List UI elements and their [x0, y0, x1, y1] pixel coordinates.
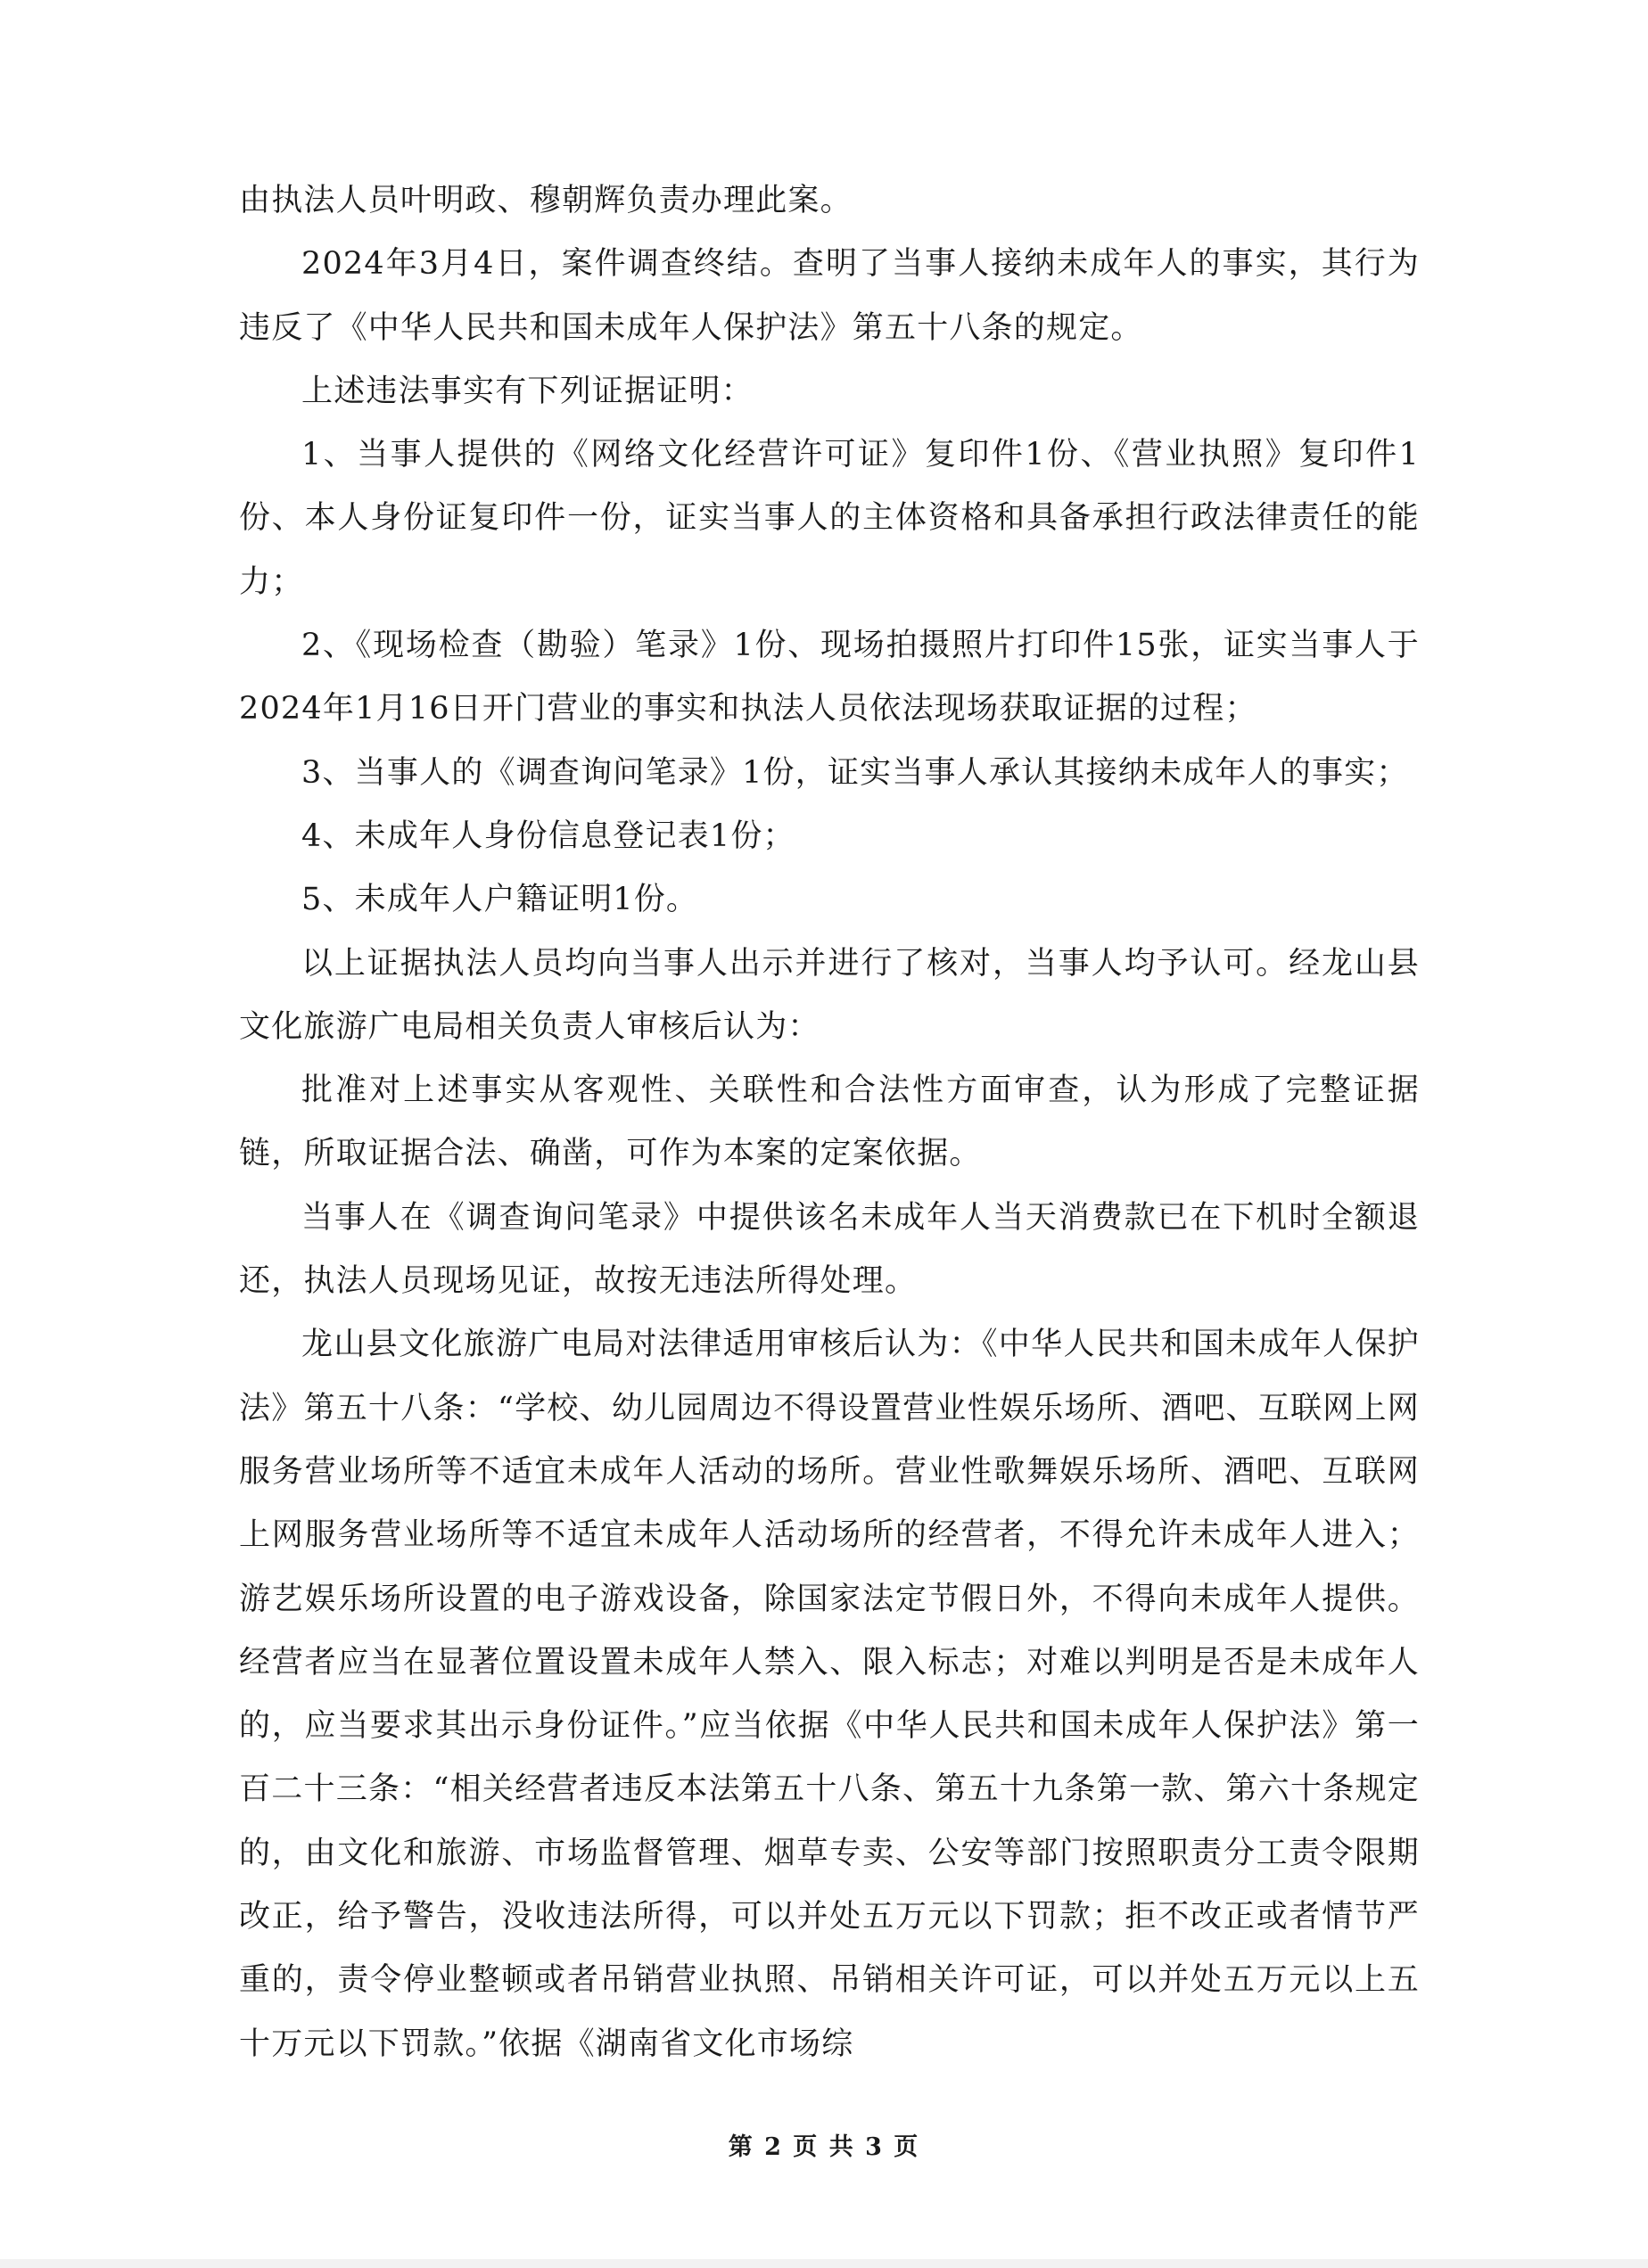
- evidence-item-2: 2、《现场检查（勘验）笔录》1份、现场拍摄照片打印件15张，证实当事人于2024年1月16日开门营业的事实和执法人员依法现场获取证据的过程；: [239, 628, 1420, 727]
- paragraph-2: 2024年3月4日，案件调查终结。查明了当事人接纳未成年人的事实，其行为违反了《中华人民共和国未成年人保护法》第五十八条的规定。: [239, 246, 1420, 346]
- paragraph-3: 上述违法事实有下列证据证明：: [301, 373, 754, 409]
- paragraph-1: 由执法人员叶明政、穆朝辉负责办理此案。: [239, 183, 853, 218]
- paragraph-legal-basis: 龙山县文化旅游广电局对法律适用审核后认为：《中华人民共和国未成年人保护法》第五十八条：“学校、幼儿园周边不得设置营业性娱乐场所、酒吧、互联网上网服务营业场所等不适宜未成年人活动的场所。营业性歌舞娱乐场所、酒吧、互联网上网服务营业场所等不适宜未成年人活动场所的经营者，不得允许未成年人进入；游艺娱乐场所设置的电子游戏设备，除国家法定节假日外，不得向未成年人提供。经营者应当在显著位置设置未成年人禁入、限入标志；对难以判明是否是未成年人的，应当要求其出示身份证件。”应当依据《中华人民共和国未成年人保护法》第一百二十三条：“相关经营者违反本法第五十八条、第五十九条第一款、第六十条规定的，由文化和旅游、市场监督管理、烟草专卖、公安等部门按照职责分工责令限期改正，给予警告，没收违法所得，可以并处五万元以下罚款；拒不改正或者情节严重的，责令停业整顿或者吊销营业执照、吊销相关许可证，可以并处五万元以上五十万元以下罚款。”依据《湖南省文化市场综: [239, 1327, 1420, 2062]
- paragraph-approval: 批准对上述事实从客观性、关联性和合法性方面审查，认为形成了完整证据链，所取证据合法、确凿，可作为本案的定案依据。: [239, 1072, 1420, 1172]
- evidence-item-4: 4、未成年人身份信息登记表1份；: [301, 818, 795, 854]
- paragraph-review: 以上证据执法人员均向当事人出示并进行了核对，当事人均予认可。经龙山县文化旅游广电局相关负责人审核后认为：: [239, 945, 1420, 1045]
- evidence-item-5: 5、未成年人户籍证明1份。: [301, 882, 699, 918]
- evidence-item-1: 1、当事人提供的《网络文化经营许可证》复印件1份、《营业执照》复印件1份、本人身份证复印件一份，证实当事人的主体资格和具备承担行政法律责任的能力；: [239, 437, 1420, 600]
- evidence-item-3: 3、当事人的《调查询问笔录》1份，证实当事人承认其接纳未成年人的事实；: [301, 754, 1409, 791]
- page-number-footer: 第 2 页 共 3 页: [728, 2133, 920, 2161]
- document-body: [239, 169, 1420, 2076]
- paragraph-refund: 当事人在《调查询问笔录》中提供该名未成年人当天消费款已在下机时全额退还，执法人员现场见证，故按无违法所得处理。: [239, 1199, 1420, 1300]
- scan-bottom-edge: [0, 2259, 1648, 2268]
